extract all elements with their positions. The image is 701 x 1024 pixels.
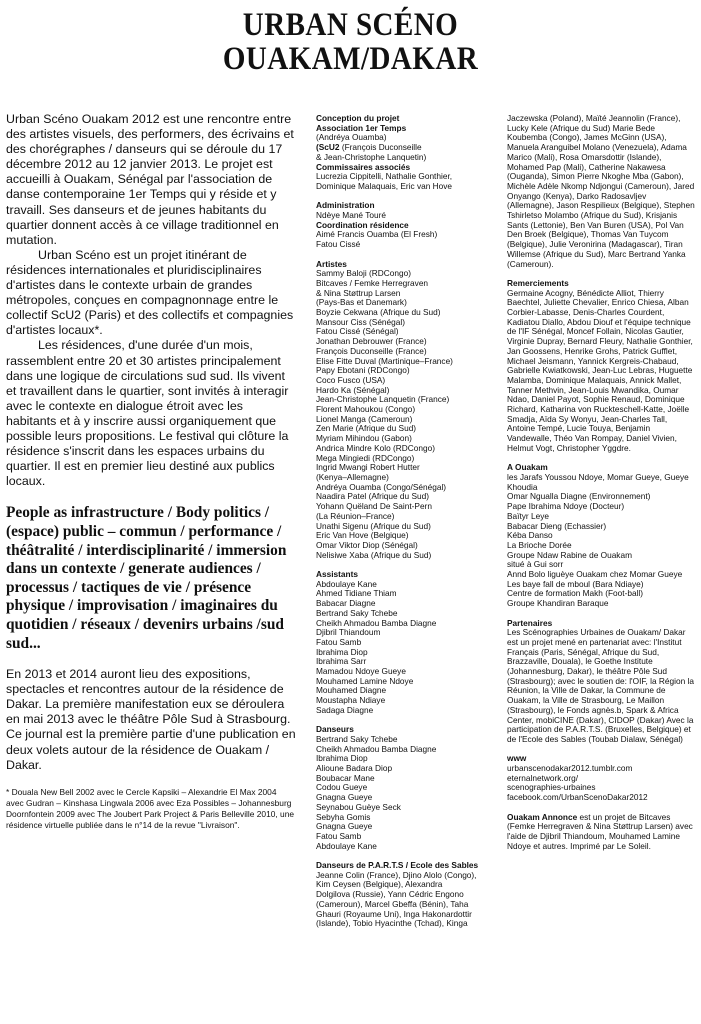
credits-line: (Islande), Tobio Hyacinthe (Tchad), Kinga: [316, 918, 468, 929]
credits-heading: Association 1er Temps: [316, 122, 407, 133]
credits-line: Abdoulaye Kane: [316, 578, 377, 589]
credits-line: Seynabou Guèye Seck: [316, 801, 401, 812]
credits-line: Ingrid Mwangi Robert Hutter: [316, 462, 420, 473]
credits-line: Ghauri (Royaume Uni), Inga Hakonardottir: [316, 908, 472, 919]
credits-line: Dominique Malaquais, Eric van Hove: [316, 180, 453, 191]
credits-line: Unathi Sigenu (Afrique du Sud): [316, 520, 431, 531]
credits-section: [316, 725, 486, 851]
credits-section: [507, 813, 695, 852]
credits-line: Mouhamed Diagne: [316, 685, 387, 696]
credits-line: Lionel Manga (Cameroun): [316, 413, 413, 424]
credits-line: Fatou Cissé: [316, 239, 361, 250]
keyword-manifesto: People as infrastructure / Body politics / (espace) public – commun / performance / théâtralité / interdisciplinarité / immersion dans un contexte / generate audiences / processus / tactiques de vie / présence physique / improvisation / imaginaires du quotidien / réseaux / devenirs urbains /sud sud...: [6, 504, 287, 652]
credits-line: Aimé Francis Ouamba (El Fresh): [316, 229, 438, 240]
credits-line: Yohann Quëland De Saint-Pern: [316, 501, 432, 512]
credits-line: (Cameroun), Marcel Gbeffa (Bénin), Taha: [316, 898, 469, 909]
credits-line: Cheikh Ahmadou Bamba Diagne: [316, 743, 437, 754]
outro-paragraph: En 2013 et 2014 auront lieu des expositions, spectacles et rencontres autour de la résidence de Dakar. La première manifestation eux se déroulera en mai 2013 avec le théâtre Pôle Sud à Strasbourg. Ce journal est la première partie d'une publication en deux volets autour de la résidence de Ouakam / Dakar.: [6, 667, 296, 772]
credits-heading: Coordination résidence: [316, 219, 409, 230]
credits-line: Ibrahima Sarr: [316, 656, 367, 667]
credits-line: Eric Van Hove (Belgique): [316, 530, 409, 541]
credits-heading: Assistants: [316, 569, 358, 579]
credits-line: Mamadou Ndoye Gueye: [316, 666, 406, 677]
credits-line: Naadira Patel (Afrique du Sud): [316, 491, 429, 502]
credits-line: Ndèye Mané Touré: [316, 210, 386, 221]
credits-line: François Duconseille (France): [316, 345, 427, 356]
credits-line: Alioune Badara Diop: [316, 763, 393, 774]
credits-line: Sadaga Diagne: [316, 704, 374, 715]
credits-section: [507, 114, 695, 269]
credits-text: Germaine Acogny, Bénédicte Alliot, Thierry Baechtel, Juliette Chevalier, Enrico Chiesa, Alban Corbier-Labasse, Denis-Charles Courdent, Kadiatou Diallo, Abdou Diouf et l'équipe technique de l'IF Sénégal, Moncef Follain, Nicolas Gautier, Virginie Dupray, Bernard Fleury, Nathalie Gonthier, Jan Goossens, Henrike Grohs, Patrick Gufflet, Michael Jeismann, Yannick Kergreis-Chabaud, Gabrielle Kwiatkowski, Jean-Luc Lebras, Huguette Malamba, Dominique Malaquais, Annick Mallet, Tanner Methvin, Jean-Louis Mwandika, Oumar Ndao, Daniel Payot, Sophie Renaud, Dominique Richard, Katharina von Ruckteschell-Katte, Joëlle Smadja, Aïda Sy Wonyu, Jean-Charles Tall, Antoine Tempé, Lucie Touya, Benjamin Vandewalle, Théo Van Rompay, Daniel Vivien, Helmut Vogt, Christopher Yggdre.: [507, 287, 693, 453]
credits-line: Fatou Samb: [316, 636, 362, 647]
credits-section: [316, 260, 486, 561]
intro-text: [6, 112, 296, 489]
credits-line: Ibrahima Diop: [316, 753, 368, 764]
credits-heading: Commissaires associés: [316, 161, 411, 172]
credits-line: Jeanne Colin (France), Djino Alolo (Congo),: [316, 869, 477, 880]
credits-heading: Partenaires: [507, 617, 553, 628]
credits-heading: (ScU2 (François Duconseille: [316, 142, 422, 153]
credits-text: Ouakam Annonce est un projet de Bitcaves (Femke Herregraven & Nina Støttrup Larsen) avec l'aide de Djibril Thiandoum, Mouhamed Lamine Ndoye et autres. Imprimé par Le Soleil.: [507, 811, 693, 851]
credits-column-middle: [316, 114, 486, 939]
credits-line: Fatou Samb: [316, 830, 362, 841]
footnote: * Douala New Bell 2002 avec le Cercle Kapsiki – Alexandrie El Max 2004 avec Gudran – Kinshasa Lingwala 2006 avec Eza Possibles – Johannesburg Doornfontein 2009 avec The Joubert Park Project & Paris Belleville 2010, une résidence virtuelle publiée dans le n°14 de la revue "Livraison".: [6, 786, 295, 830]
credits-line: Codou Gueye: [316, 782, 368, 793]
page-title-line-1: URBAN SCÉNO: [242, 7, 459, 43]
credits-line: Abdoulaye Kane: [316, 840, 377, 851]
intro-paragraph-1: Urban Scéno Ouakam 2012 est une rencontre entre des artistes visuels, des performers, des écrivains et des chorégraphes / danseurs qui se déroule du 17 décembre 2012 au 12 janvier 2013. Le projet est accueilli à Ouakam, Sénégal par l'association de danse contemporaine 1er Temps qui y réside et y travaill. Ses danseurs et de jeunes habitants du quartier donnent accès à ce village traditionnel en mutation.: [6, 112, 294, 247]
credits-line: Elise Fitte Duval (Martinique–France): [316, 355, 453, 366]
credits-line: Jonathan Debrouwer (France): [316, 336, 427, 347]
credits-section: [316, 201, 486, 250]
credits-section: [316, 570, 486, 716]
credits-heading: Danseurs: [316, 724, 354, 735]
credits-line: (Andréya Ouamba): [316, 132, 387, 143]
credits-line: Andrica Mindre Kolo (RDCongo): [316, 442, 435, 453]
intro-paragraph-2: Urban Scéno est un projet itinérant de résidences internationales et pluridisciplinaires d'artistes dans le contexte urbain de grandes métropoles, conçues en compagnonnage entre le collectif ScU2 (Paris) et des collectifs et compagnies d'artistes locaux*.: [6, 247, 294, 338]
credits-line: Fatou Cissé (Sénégal): [316, 326, 399, 337]
credits-line: Andréya Ouamba (Congo/Sénégal): [316, 481, 447, 492]
credits-line: (La Réunion–France): [316, 510, 395, 521]
credits-line: Nelisiwe Xaba (Afrique du Sud): [316, 549, 432, 560]
credits-text: Les Scénographies Urbaines de Ouakam/ Dakar est un projet mené en partenariat avec: l'Institut Français (Paris, Sénégal, Afrique du Sud, Brazzaville, Douala), le Goethe Institute (Johannesburg, Dakar), le théâtre Pôle Sud (Strasbourg); avec le soutien de: l'OIF, la Région la Réunion, la Ville de Dakar, la Commune de Ouakam, la Ville de Strasbourg, Le Maillon (Strasbourg), le Fonds agnès.b, Spark & Africa Center, mobiCINE (Dakar), CIDOP (Dakar) Avec la participation de P.A.R.T.S. (Bruxelles, Belgique) et de l'Ecole des Sables (Toubab Dialaw, Sénégal): [507, 627, 694, 744]
credits-section: [507, 619, 695, 745]
credits-line: Djibril Thiandoum: [316, 627, 381, 638]
credits-line: Mega Mingiedi (RDCongo): [316, 452, 415, 463]
credits-text: Jaczewska (Poland), Maïté Jeannolin (France), Lucky Kele (Afrique du Sud) Marie Bede Koubemba (Congo), James McGinn (USA), Manuela Aranguibel Molano (Venezuela), Adama Marico (Mali), Rosa Omarsdottir (Islande), Mohamed Pap (Mali), Catherine Nakawesa (Ouganda), Simon Pierre Nkoghe Mba (Gabon), Michèle Adèle Nkomp Ndjongui (Cameroun), Jared Onyango (Kenya), Darko Radosavljev (Allemagne), Jason Respilieux (Belgique), Stephen Tshirletso Molambo (Afrique du Sud), Krisjanis Sants (Lettonie), Ben Van Buren (USA), Pol Van Den Broek (Belgique), Thomas Van Tuycom (Belgique), Julie Veronirina (Madagascar), Tiran Willemse (Afrique du Sud), Marc Bertrand Yanka (Cameroun).: [507, 113, 695, 269]
credits-heading: www: [507, 753, 527, 764]
credits-heading: Danseurs de P.A.R.T.S / Ecole des Sables: [316, 860, 479, 871]
credits-line: (Kenya–Allemagne): [316, 471, 389, 482]
credits-column-right: [507, 114, 695, 861]
credits-line: Sammy Baloji (RDCongo): [316, 268, 411, 279]
credits-line: Bertrand Saky Tchebe: [316, 733, 398, 744]
credits-line: Mansour Ciss (Sénégal): [316, 316, 405, 327]
credits-line: (Pays-Bas et Danemark): [316, 297, 407, 308]
credits-line: Hardo Ka (Sénégal): [316, 384, 390, 395]
credits-line: Bertrand Saky Tchebe: [316, 607, 398, 618]
credits-line: Zen Marie (Afrique du Sud): [316, 423, 417, 434]
credits-heading: Conception du projet: [316, 113, 400, 123]
credits-line: & Nina Støttrup Larsen: [316, 287, 401, 298]
credits-line: Babacar Diagne: [316, 598, 376, 609]
credits-line: Dolgilova (Russie), Yann Cédric Engono: [316, 889, 464, 900]
credits-line: Boubacar Mane: [316, 772, 375, 783]
credits-line: Coco Fusco (USA): [316, 374, 386, 385]
credits-line: Kim Ceysen (Belgique), Alexandra: [316, 879, 443, 890]
credits-line: Ibrahima Diop: [316, 646, 368, 657]
credits-line: Gnagna Gueye: [316, 821, 373, 832]
credits-line: Gnagna Gueye: [316, 792, 373, 803]
credits-line: Moustapha Ndiaye: [316, 695, 386, 706]
credits-heading: A Ouakam: [507, 462, 548, 473]
credits-line: Florent Mahoukou (Congo): [316, 404, 416, 415]
page-title-line-2: OUAKAM/DAKAR: [222, 41, 479, 77]
credits-line: Jean-Christophe Lanquetin (France): [316, 394, 450, 405]
credits-section: [316, 114, 486, 192]
credits-section: [507, 279, 695, 454]
credits-section: [316, 861, 486, 929]
credits-line: Myriam Mihindou (Gabon): [316, 433, 412, 444]
main-column: [6, 112, 296, 831]
credits-line: Bitcaves / Femke Herregraven: [316, 277, 429, 288]
credits-heading: Administration: [316, 200, 375, 211]
credits-section: [507, 754, 695, 803]
intro-paragraph-3: Les résidences, d'une durée d'un mois, rassemblent entre 20 et 30 artistes principalement dans une logique de circulations sud sud. Ils vivent et travaillent dans le quartier, sont invités à interagir avec le contexte en dialogue étroit avec les habitants et à y inscrire aussi organiquement que possible leurs propositions. Le festival qui clôture la résidence s'inscrit dans les espaces urbains du quartier. Il est en premier lieu destiné aux publics locaux.: [6, 338, 289, 489]
credits-line: Ahmed Tidiane Thiam: [316, 588, 397, 599]
credits-line: Papy Ebotani (RDCongo): [316, 365, 410, 376]
credits-line: Omar Viktor Diop (Sénégal): [316, 539, 418, 550]
credits-line: Mouhamed Lamine Ndoye: [316, 675, 414, 686]
credits-line: Lucrezia Cippitelli, Nathalie Gonthier,: [316, 171, 453, 182]
credits-text: urbanscenodakar2012.tumblr.com eternalnetwork.org/ scenographies-urbaines facebook.com/UrbanScenoDakar2012: [507, 763, 648, 803]
credits-line: Sebyha Gomis: [316, 811, 371, 822]
credits-section: [507, 463, 695, 609]
credits-line: Cheikh Ahmadou Bamba Diagne: [316, 617, 437, 628]
credits-heading: Artistes: [316, 258, 347, 269]
credits-text: les Jarafs Youssou Ndoye, Momar Gueye, Gueye Khoudia Omar Ngualla Diagne (Environnement) Pape Ibrahima Ndoye (Docteur) Baïtyr Leye Babacar Dieng (Echassier) Kéba Danso La Brioche Dorée Groupe Ndaw Rabine de Ouakam situé à Gui sorr Annd Bolo liguèye Ouakam chez Momar Gueye Les baye fall de mboul (Bara Ndiaye) Centre de formation Makh (Foot-ball) Groupe Khandiran Baraque: [507, 471, 689, 609]
credits-line: & Jean-Christophe Lanquetin): [316, 151, 427, 162]
credits-line: Boyzie Cekwana (Afrique du Sud): [316, 307, 441, 318]
credits-heading: Remerciements: [507, 277, 569, 288]
